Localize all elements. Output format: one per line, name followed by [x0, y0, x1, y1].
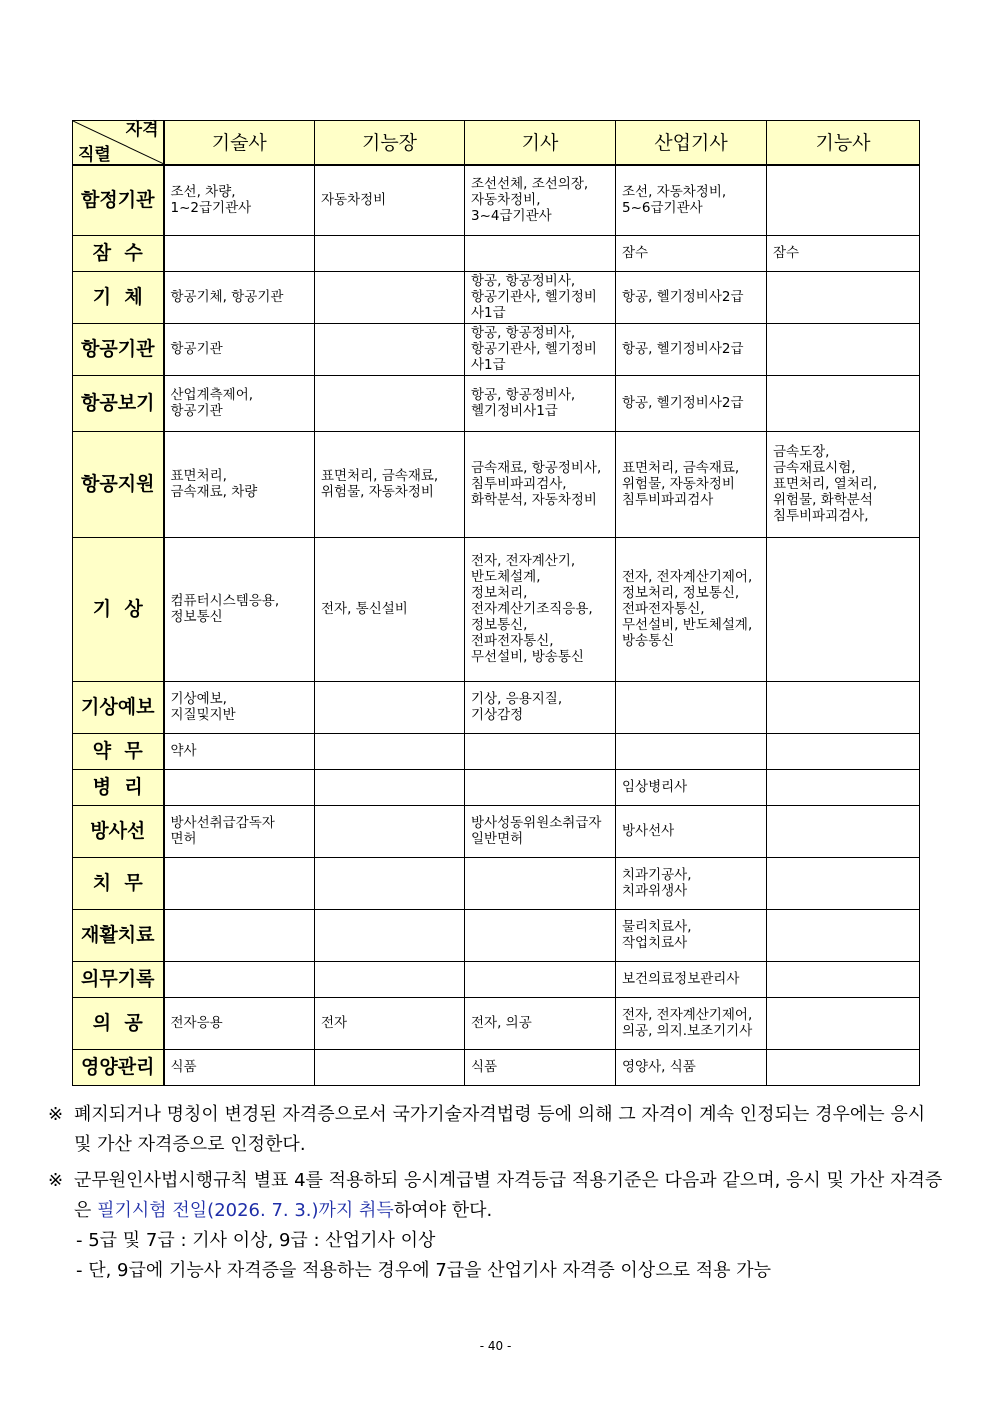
table-cell [767, 1049, 920, 1085]
table-cell [164, 235, 315, 271]
table-cell: 전자, 전자계산기제어, 정보처리, 정보통신, 전파전자통신, 무선설비, 반도체설계, 방송통신 [616, 537, 767, 681]
table-cell [616, 733, 767, 769]
dash-item-2: - 단, 9급에 기능사 자격증을 적용하는 경우에 7급을 산업기사 자격증 이상으로 적용 가능 [76, 1260, 771, 1281]
table-cell [767, 997, 920, 1049]
table-cell: 금속재료, 항공정비사, 침투비파괴검사, 화학분석, 자동차정비 [465, 431, 616, 537]
table-cell: 잠수 [616, 235, 767, 271]
row-header: 치 무 [73, 857, 164, 909]
table-cell [164, 769, 315, 805]
note-1-text: 폐지되거나 명칭이 변경된 자격증으로서 국가기술자격법령 등에 의해 그 자격이 계속 인정되는 경우에는 응시 및 가산 자격증으로 인정한다. [74, 1104, 926, 1155]
table-row [73, 769, 920, 805]
table-cell [767, 961, 920, 997]
table-cell: 전자, 통신설비 [315, 537, 465, 681]
table-cell [465, 235, 616, 271]
corner-top-label: 자격 [125, 120, 159, 140]
column-header: 산업기사 [616, 121, 767, 166]
table-cell: 영양사, 식품 [616, 1049, 767, 1085]
table-cell [767, 375, 920, 431]
table-cell [767, 323, 920, 375]
row-header: 약 무 [73, 733, 164, 769]
row-header: 의 공 [73, 997, 164, 1049]
row-header: 기 체 [73, 271, 164, 323]
table-row [73, 805, 920, 857]
table-cell: 전자, 전자계산기제어, 의공, 의지.보조기기사 [616, 997, 767, 1049]
table-row [73, 323, 920, 375]
column-header: 기능사 [767, 121, 920, 166]
table-cell: 조선선체, 조선의장, 자동차정비, 3~4급기관사 [465, 165, 616, 235]
table-cell: 조선, 자동차정비, 5~6급기관사 [616, 165, 767, 235]
table-cell: 자동차정비 [315, 165, 465, 235]
table-cell [767, 165, 920, 235]
table-cell [767, 857, 920, 909]
table-cell [315, 805, 465, 857]
table-cell: 금속도장, 금속재료시험, 표면처리, 열처리, 위험물, 화학분석 침투비파괴검사, [767, 431, 920, 537]
table-cell [315, 769, 465, 805]
table-cell: 조선, 차량, 1~2급기관사 [164, 165, 315, 235]
table-cell [465, 857, 616, 909]
table-cell [164, 909, 315, 961]
corner-header [73, 121, 164, 166]
table-cell: 방사선사 [616, 805, 767, 857]
table-row [73, 961, 920, 997]
table-cell [315, 909, 465, 961]
column-header: 기술사 [164, 121, 315, 166]
table-cell [767, 733, 920, 769]
table-cell: 항공, 헬기정비사2급 [616, 271, 767, 323]
table-cell [465, 909, 616, 961]
note-2-part-b: 하여야 한다. [393, 1200, 493, 1221]
note-mark: ※ [48, 1104, 64, 1125]
table-cell: 항공, 항공정비사, 항공기관사, 헬기정비사1급 [465, 271, 616, 323]
table-cell: 전자, 의공 [465, 997, 616, 1049]
table-cell: 전자 [315, 997, 465, 1049]
page-number: - 40 - [479, 1339, 512, 1353]
table-row [73, 375, 920, 431]
table-cell: 기상예보, 지질및지반 [164, 681, 315, 733]
table-cell: 보건의료정보관리사 [616, 961, 767, 997]
table-cell [315, 733, 465, 769]
note-2 [48, 1166, 948, 1226]
table-cell: 전자응용 [164, 997, 315, 1049]
table-cell: 임상병리사 [616, 769, 767, 805]
table-cell: 항공, 헬기정비사2급 [616, 323, 767, 375]
table-body [73, 165, 920, 1085]
row-header: 잠 수 [73, 235, 164, 271]
note-mark: ※ [48, 1170, 64, 1191]
table-cell: 방사선취급감독자 면허 [164, 805, 315, 857]
table-cell: 산업계측제어, 항공기관 [164, 375, 315, 431]
table-row [73, 271, 920, 323]
table-cell [767, 769, 920, 805]
note-2-text [74, 1166, 948, 1226]
table-cell [616, 681, 767, 733]
corner-bottom-label: 직렬 [78, 145, 111, 165]
row-header: 병 리 [73, 769, 164, 805]
note-2-highlight: 필기시험 전일(2026. 7. 3.)까지 취득 [97, 1200, 394, 1221]
column-header: 기능장 [315, 121, 465, 166]
table-row [73, 681, 920, 733]
table-cell: 치과기공사, 치과위생사 [616, 857, 767, 909]
table-cell: 식품 [465, 1049, 616, 1085]
table-row [73, 235, 920, 271]
table-cell: 항공, 항공정비사, 항공기관사, 헬기정비사1급 [465, 323, 616, 375]
table-cell: 표면처리, 금속재료, 위험물, 자동차정비 침투비파괴검사 [616, 431, 767, 537]
table-cell: 항공기체, 항공기관 [164, 271, 315, 323]
table-cell [315, 961, 465, 997]
row-header: 방사선 [73, 805, 164, 857]
note-2-part-a: 군무원인사법시행규칙 별표 4를 적용하되 응시계급별 자격등급 적용기준은 다음과 같으며, 응시 및 가산 자격증은 [74, 1170, 943, 1221]
row-header: 항공기관 [73, 323, 164, 375]
table-cell [767, 681, 920, 733]
dash-item-1: - 5급 및 7급 : 기사 이상, 9급 : 산업기사 이상 [76, 1230, 436, 1251]
table-cell [315, 681, 465, 733]
table-row [73, 537, 920, 681]
row-header: 재활치료 [73, 909, 164, 961]
row-header: 영양관리 [73, 1049, 164, 1085]
table-cell [465, 769, 616, 805]
table-cell [315, 271, 465, 323]
table-cell [465, 961, 616, 997]
table-cell [315, 1049, 465, 1085]
table-cell: 잠수 [767, 235, 920, 271]
table-cell [315, 375, 465, 431]
table-cell: 컴퓨터시스템응용, 정보통신 [164, 537, 315, 681]
row-header: 의무기록 [73, 961, 164, 997]
table-cell: 표면처리, 금속재료, 위험물, 자동차정비 [315, 431, 465, 537]
table-row [73, 165, 920, 235]
table-cell: 기상, 응용지질, 기상감정 [465, 681, 616, 733]
row-header: 항공보기 [73, 375, 164, 431]
notes-section [48, 1100, 948, 1286]
table-cell [767, 271, 920, 323]
table-cell: 전자, 전자계산기, 반도체설계, 정보처리, 전자계산기조직응용, 정보통신, 전파전자통신, 무선설비, 방송통신 [465, 537, 616, 681]
table-cell [164, 857, 315, 909]
note-1 [48, 1100, 948, 1160]
table-cell [315, 857, 465, 909]
table-cell: 물리치료사, 작업치료사 [616, 909, 767, 961]
table-cell: 약사 [164, 733, 315, 769]
table-cell [164, 961, 315, 997]
table-row [73, 997, 920, 1049]
column-header: 기사 [465, 121, 616, 166]
row-header: 함정기관 [73, 165, 164, 235]
table-cell: 항공, 헬기정비사2급 [616, 375, 767, 431]
row-header: 기상예보 [73, 681, 164, 733]
qualification-table [72, 120, 920, 1086]
table-row [73, 431, 920, 537]
table-cell: 항공, 항공정비사, 헬기정비사1급 [465, 375, 616, 431]
table-cell: 식품 [164, 1049, 315, 1085]
table-cell [315, 323, 465, 375]
table-row [73, 857, 920, 909]
table-row [73, 1049, 920, 1085]
table-cell [767, 909, 920, 961]
table-header-row [73, 121, 920, 166]
table-cell [767, 805, 920, 857]
table-cell: 표면처리, 금속재료, 차량 [164, 431, 315, 537]
table-cell [767, 537, 920, 681]
table-cell: 항공기관 [164, 323, 315, 375]
table-cell [315, 235, 465, 271]
table-cell [465, 733, 616, 769]
table-cell: 방사성동위원소취급자 일반면허 [465, 805, 616, 857]
row-header: 항공지원 [73, 431, 164, 537]
row-header: 기 상 [73, 537, 164, 681]
table-row [73, 733, 920, 769]
table-row [73, 909, 920, 961]
